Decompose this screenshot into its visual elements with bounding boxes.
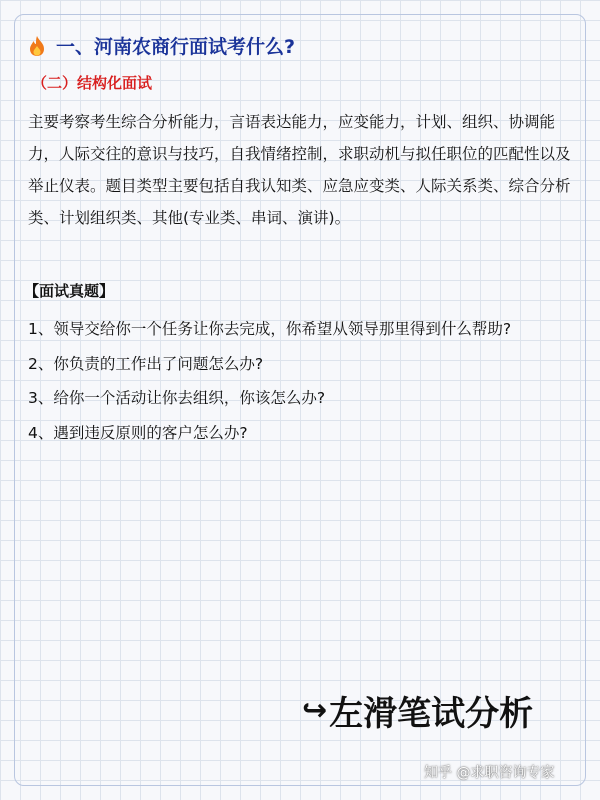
question-item: 1、领导交给你一个任务让你去完成，你希望从领导那里得到什么帮助? <box>28 320 512 338</box>
page-title <box>28 32 295 59</box>
swipe-left-text: 左滑笔试分析 <box>329 694 534 734</box>
section-label: 【面试真题】 <box>24 282 115 300</box>
question-list <box>28 312 511 450</box>
question-item: 2、你负责的工作出了问题怎么办? <box>28 354 264 373</box>
return-arrow-icon: ↪ <box>302 693 328 728</box>
question-item: 4、遇到违反原则的客户怎么办? <box>28 423 248 442</box>
fire-icon <box>28 35 46 57</box>
swipe-left-prompt <box>302 686 533 735</box>
section-subheading: （二）结构化面试 <box>32 74 153 92</box>
page-title-text: 一、河南农商行面试考什么? <box>56 36 296 58</box>
question-item: 3、给你一个活动让你去组织，你该怎么办? <box>28 389 326 407</box>
watermark: 知乎 @求职咨询专家 <box>424 765 555 781</box>
description-paragraph: 主要考察考生综合分析能力，言语表达能力，应变能力，计划、组织、协调能力，人际交往的意识与技巧，自我情绪控制，求职动机与拟任职位的匹配性以及举止仪表。题目类型主要包括自我认知类、应急应变类、人际关系类、综合分析类、计划组织类、其他(专业类、串词、演讲)。 <box>28 113 571 227</box>
